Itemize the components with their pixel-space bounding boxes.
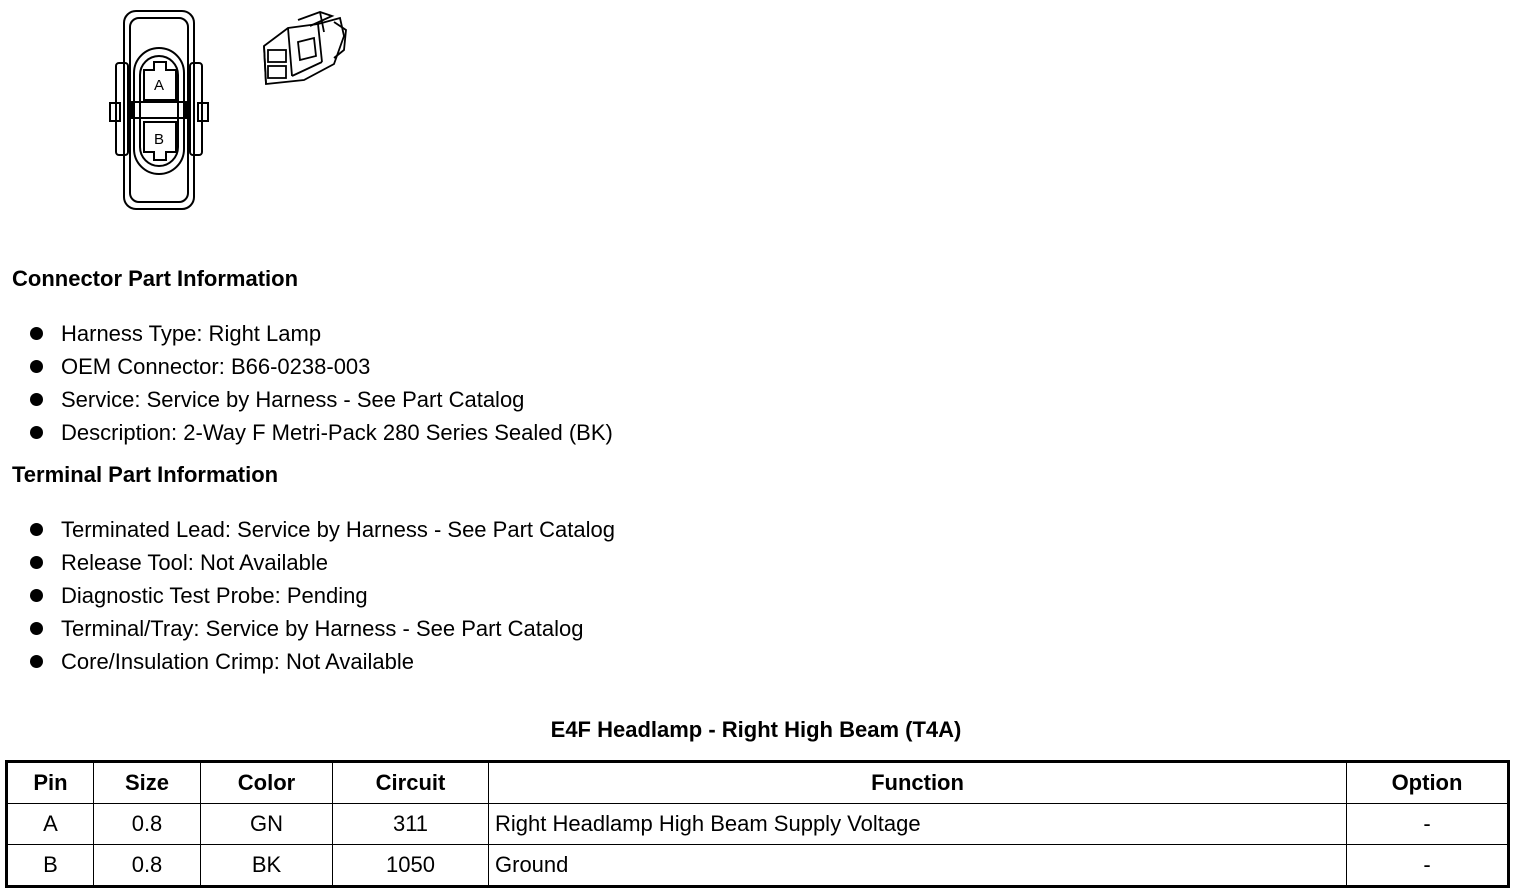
list-item: OEM Connector: B66-0238-003 xyxy=(28,350,613,383)
list-item: Description: 2-Way F Metri-Pack 280 Series Sealed (BK) xyxy=(28,416,613,449)
pin-label-a: A xyxy=(153,77,165,94)
bullet-icon xyxy=(30,622,43,635)
table-row xyxy=(7,804,1509,845)
list-item: Release Tool: Not Available xyxy=(28,546,615,579)
cell-size: 0.8 xyxy=(94,804,201,845)
cell-function: Ground xyxy=(489,845,1347,887)
connector-info-list xyxy=(28,317,613,449)
list-item: Terminated Lead: Service by Harness - See Part Catalog xyxy=(28,513,615,546)
cell-color: GN xyxy=(201,804,333,845)
cell-pin: B xyxy=(7,845,94,887)
list-item: Service: Service by Harness - See Part Catalog xyxy=(28,383,613,416)
cell-circuit: 1050 xyxy=(333,845,489,887)
bullet-icon xyxy=(30,589,43,602)
pinout-table-title: E4F Headlamp - Right High Beam (T4A) xyxy=(550,717,962,742)
list-item: Terminal/Tray: Service by Harness - See Part Catalog xyxy=(28,612,615,645)
cell-circuit: 311 xyxy=(333,804,489,845)
bullet-icon xyxy=(30,655,43,668)
terminal-info-heading: Terminal Part Information xyxy=(12,462,279,487)
header-color: Color xyxy=(201,762,333,804)
cell-color: BK xyxy=(201,845,333,887)
cell-option: - xyxy=(1347,845,1509,887)
bullet-icon xyxy=(30,426,43,439)
list-item: Diagnostic Test Probe: Pending xyxy=(28,579,615,612)
header-size: Size xyxy=(94,762,201,804)
bullet-icon xyxy=(30,556,43,569)
header-function: Function xyxy=(489,762,1347,804)
connector-info-heading: Connector Part Information xyxy=(12,266,299,291)
table-header-row xyxy=(7,762,1509,804)
cell-pin: A xyxy=(7,804,94,845)
list-item: Harness Type: Right Lamp xyxy=(28,317,613,350)
pin-label-b: B xyxy=(153,131,165,148)
table-row xyxy=(7,845,1509,887)
connector-face-diagram xyxy=(104,8,214,214)
terminal-info-list xyxy=(28,513,615,678)
header-pin: Pin xyxy=(7,762,94,804)
cell-option: - xyxy=(1347,804,1509,845)
bullet-icon xyxy=(30,327,43,340)
bullet-icon xyxy=(30,360,43,373)
pinout-table xyxy=(5,760,1510,888)
cell-size: 0.8 xyxy=(94,845,201,887)
connector-isometric-diagram xyxy=(258,6,350,90)
bullet-icon xyxy=(30,393,43,406)
cell-function: Right Headlamp High Beam Supply Voltage xyxy=(489,804,1347,845)
header-circuit: Circuit xyxy=(333,762,489,804)
bullet-icon xyxy=(30,523,43,536)
header-option: Option xyxy=(1347,762,1509,804)
list-item: Core/Insulation Crimp: Not Available xyxy=(28,645,615,678)
